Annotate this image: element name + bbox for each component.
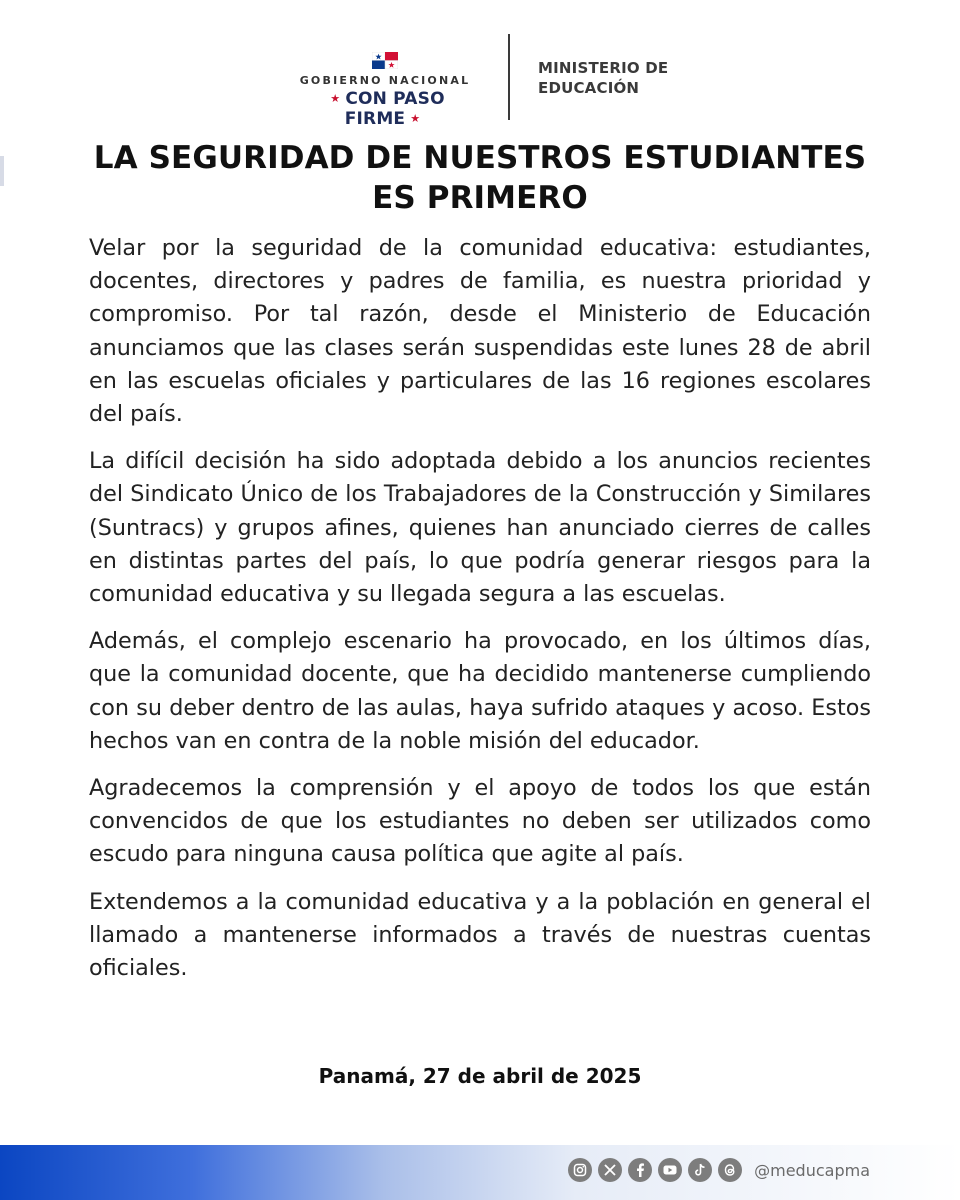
gov-slogan (290, 89, 480, 129)
social-links (568, 1158, 870, 1182)
header-divider (508, 34, 510, 120)
instagram-icon[interactable] (568, 1158, 592, 1182)
star-icon: ★ (410, 112, 421, 125)
social-handle[interactable]: @meducapma (754, 1160, 870, 1180)
title-line2: ES PRIMERO (372, 180, 588, 216)
paragraph: La difícil decisión ha sido adoptada debido a los anuncios recientes del Sindicato Único de los Trabajadores de la Construcción y Similares (Suntracs) y grupos afines, quienes han anunciado cierres de calles en distintas partes del país, lo que podría generar riesgos para la comunidad educativa y su llegada segura a las escuelas. (89, 448, 871, 608)
body-text (89, 232, 871, 999)
paragraph: Además, el complejo escenario ha provocado, en los últimos días, que la comunidad docente, que ha decidido mantenerse cumpliendo con su deber dentro de las aulas, haya sufrido ataques y acoso. Estos hechos van en contra de la noble misión del educador. (89, 628, 871, 754)
paragraph: Extendemos a la comunidad educativa y a la población en general el llamado a mantenerse informados a través de nuestras cuentas oficiales. (89, 888, 871, 982)
header (0, 34, 960, 129)
title-line1: LA SEGURIDAD DE NUESTROS ESTUDIANTES (93, 140, 867, 176)
ministry-logo (538, 58, 668, 98)
paragraph: Agradecemos la comprensión y el apoyo de todos los que están convencidos de que los estudiantes no deben ser utilizados como escudo para ninguna causa política que agite al país. (89, 775, 871, 868)
ministry-line2: EDUCACIÓN (538, 79, 640, 97)
panama-flag-icon (372, 52, 398, 69)
gov-name-line: GOBIERNO NACIONAL (299, 74, 471, 87)
facebook-icon[interactable] (628, 1158, 652, 1182)
date-line: Panamá, 27 de abril de 2025 (318, 1064, 642, 1088)
star-icon: ★ (330, 92, 341, 105)
youtube-icon[interactable] (658, 1158, 682, 1182)
government-logo (290, 52, 480, 129)
document-title (0, 138, 960, 218)
tiktok-icon[interactable] (688, 1158, 712, 1182)
gov-slogan-text: CON PASO FIRME (344, 89, 445, 129)
paragraph: Velar por la seguridad de la comunidad educativa: estudiantes, docentes, directores y padres de familia, es nuestra prioridad y compromiso. Por tal razón, desde el Ministerio de Educación anunciamos que las clases serán suspendidas este lunes 28 de abril en las escuelas oficiales y particulares de las 16 regiones escolares del país. (89, 235, 871, 428)
ministry-line1: MINISTERIO DE (538, 59, 669, 77)
threads-icon[interactable] (718, 1158, 742, 1182)
x-icon[interactable] (598, 1158, 622, 1182)
footer-bar (0, 1145, 960, 1200)
